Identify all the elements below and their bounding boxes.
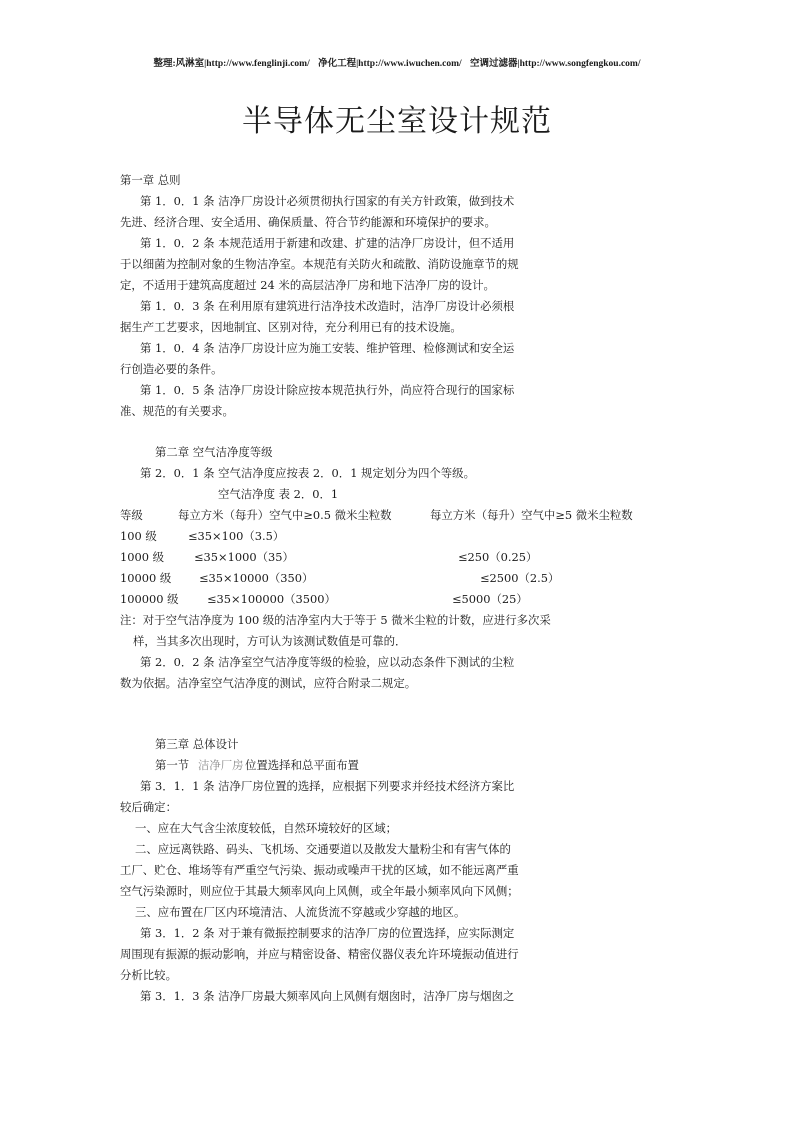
text-line: 于以细菌为控制对象的生物洁净室。本规范有关防火和疏散、消防设施章节的规 <box>120 257 519 271</box>
text-line: 位置选择和总平面布置 <box>245 758 359 772</box>
text-line: 较后确定： <box>120 800 177 814</box>
text-line: 第 1．0．5 条 洁净厂房设计除应按本规范执行外，尚应符合现行的国家标 <box>140 383 515 397</box>
header-source-1: 整理:风淋室|http://www.fenglinji.com/ <box>153 59 310 69</box>
text-line: 定，不适用于建筑高度超过 24 米的高层洁净厂房和地下洁净厂房的设计。 <box>120 278 495 292</box>
text-line: 样，当其多次出现时，方可认为该测试数值是可靠的． <box>133 634 407 648</box>
text-line: ≤2500（2.5） <box>480 571 560 585</box>
text-line: 分析比较。 <box>120 968 177 982</box>
text-line: 第 2．0．2 条 洁净室空气洁净度等级的检验，应以动态条件下测试的尘粒 <box>140 655 515 669</box>
text-line: 第一节 <box>155 758 190 772</box>
header-source-2: 净化工程|http://www.iwuchen.com/ <box>318 59 462 69</box>
text-line: 第 3．1．1 条 洁净厂房位置的选择，应根据下列要求并经技术经济方案比 <box>140 779 515 793</box>
text-line: 准、规范的有关要求。 <box>120 404 234 418</box>
text-line: 10000 级 <box>120 571 172 585</box>
text-line: 第 1．0．4 条 洁净厂房设计应为施工安装、维护管理、检修测试和安全运 <box>140 341 515 355</box>
text-line: 第 2．0．1 条 空气洁净度应按表 2．0．1 规定划分为四个等级。 <box>140 466 475 480</box>
text-line: 行创造必要的条件。 <box>120 362 223 376</box>
text-line: 100000 级 <box>120 592 179 606</box>
text-line: ≤35×100（3.5） <box>188 529 285 543</box>
text-line: 100 级 <box>120 529 157 543</box>
text-line: 周围现有振源的振动影响，并应与精密设备、精密仪器仪表允许环境振动值进行 <box>120 947 519 961</box>
text-line: 三、应布置在厂区内环境清洁、人流货流不穿越或少穿越的地区。 <box>135 905 466 919</box>
text-line: 每立方米（每升）空气中≥5 微米尘粒数 <box>430 508 633 522</box>
text-line: 洁净厂房 <box>198 758 244 772</box>
text-line: 空气洁净度 表 2．0．1 <box>218 487 339 501</box>
text-line: ≤5000（25） <box>452 592 528 606</box>
text-line: ≤250（0.25） <box>458 550 538 564</box>
text-line: 一、应在大气含尘浓度较低，自然环境较好的区域； <box>135 821 397 835</box>
text-line: 1000 级 <box>120 550 164 564</box>
text-line: 第 3．1．3 条 洁净厂房最大频率风向上风侧有烟囱时，洁净厂房与烟囱之 <box>140 989 515 1003</box>
text-line: ≤35×10000（350） <box>199 571 314 585</box>
text-line: 第 1．0．3 条 在利用原有建筑进行洁净技术改造时，洁净厂房设计必须根 <box>140 299 515 313</box>
text-line: ≤35×1000（35） <box>194 550 294 564</box>
text-line: 注：对于空气洁净度为 100 级的洁净室内大于等于 5 微米尘粒的计数，应进行多次采 <box>120 613 551 627</box>
text-line: 等级 <box>120 508 143 522</box>
text-line: 第 1．0．1 条 洁净厂房设计必须贯彻执行国家的有关方针政策，做到技术 <box>140 194 515 208</box>
text-line: 据生产工艺要求，因地制宜、区别对待，充分利用已有的技术设施。 <box>120 320 462 334</box>
document-title: 半导体无尘室设计规范 <box>242 104 552 139</box>
text-line: 第三章 总体设计 <box>155 737 239 751</box>
text-line: ≤35×100000（3500） <box>207 592 336 606</box>
text-line: 二、应远离铁路、码头、飞机场、交通要道以及散发大量粉尘和有害气体的 <box>135 842 511 856</box>
text-line: 第 1．0．2 条 本规范适用于新建和改建、扩建的洁净厂房设计，但不适用 <box>140 236 515 250</box>
text-line: 第 3．1．2 条 对于兼有微振控制要求的洁净厂房的位置选择，应实际测定 <box>140 926 515 940</box>
text-line: 工厂、贮仓、堆场等有严重空气污染、振动或噪声干扰的区域，如不能远离严重 <box>120 863 519 877</box>
page-header <box>0 55 794 69</box>
text-line: 第二章 空气洁净度等级 <box>155 445 273 459</box>
text-line: 先进、经济合理、安全适用、确保质量、符合节约能源和环境保护的要求。 <box>120 215 496 229</box>
text-line: 数为依据。洁净室空气洁净度的测试，应符合附录二规定。 <box>120 676 417 690</box>
header-source-3: 空调过滤器|http://www.songfengkou.com/ <box>470 59 641 69</box>
text-line: 空气污染源时，则应位于其最大频率风向上风侧，或全年最小频率风向下风侧； <box>120 884 519 898</box>
text-line: 第一章 总则 <box>120 173 181 187</box>
text-line: 每立方米（每升）空气中≥0.5 微米尘粒数 <box>178 508 392 522</box>
